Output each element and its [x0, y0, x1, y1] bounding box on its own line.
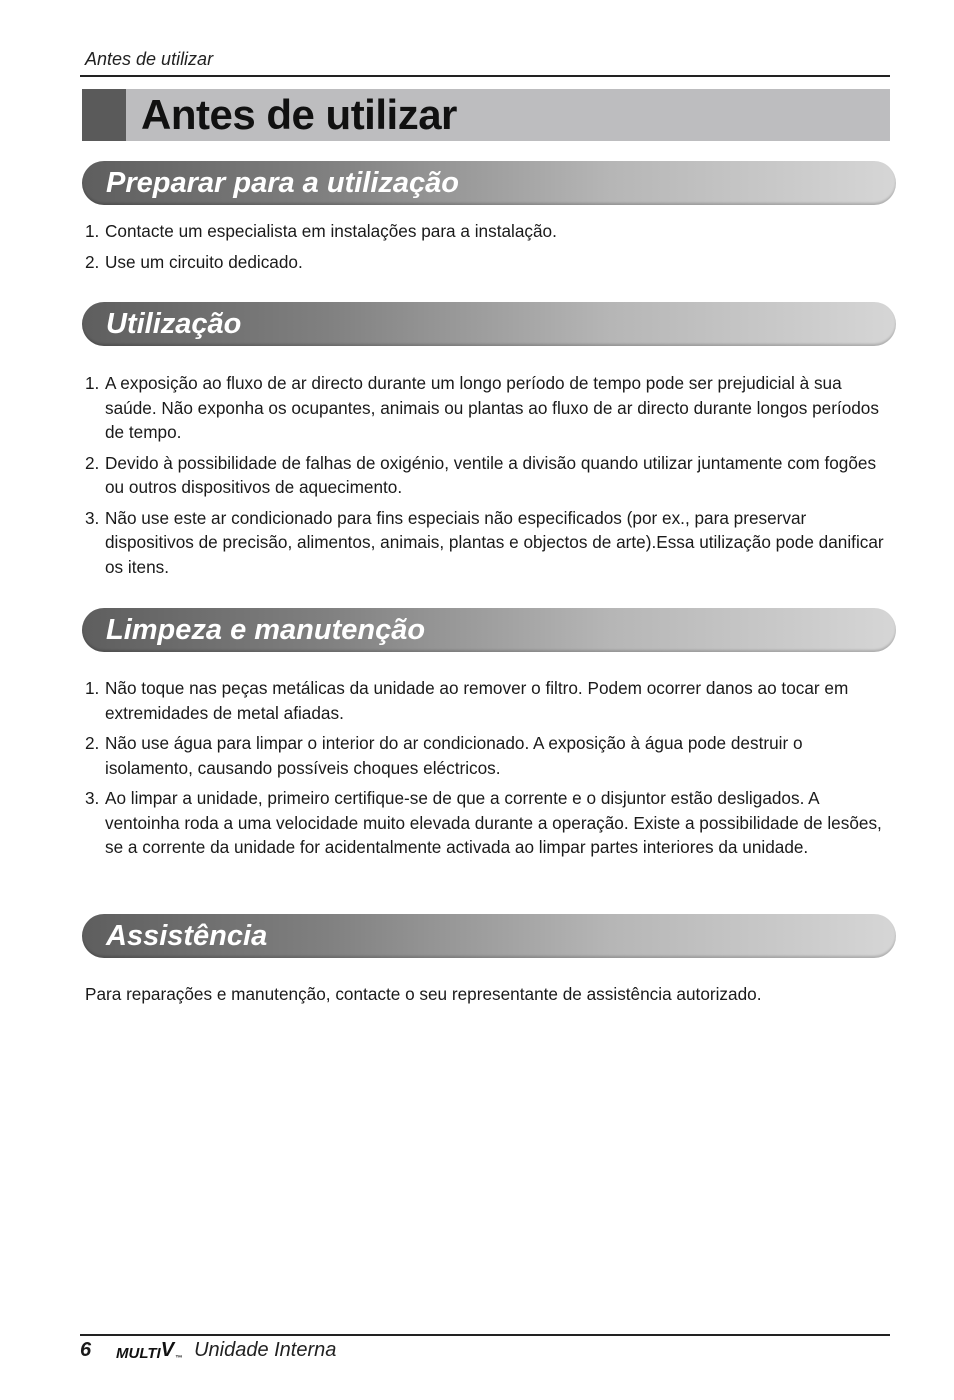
preparation-list: [85, 219, 895, 280]
item-number: 2.: [85, 733, 100, 753]
item-text: Contacte um especialista em instalações para a instalação.: [105, 221, 557, 241]
bottom-rule: [80, 1334, 890, 1336]
item-text: Ao limpar a unidade, primeiro certifique-se de que a corrente e o disjuntor estão desligados. A ventoinha roda a uma velocidade muito elevada durante a operação. Existe a possibilidade de lesões, se a corrente da unidade for acidentalmente activada ao limpar partes interiores da unidade.: [105, 788, 882, 857]
list-item: [85, 786, 895, 860]
page-number: 6: [80, 1338, 92, 1361]
section-header-usage: [82, 302, 896, 346]
section-header-cleaning: [82, 608, 896, 652]
section-header-service: [82, 914, 896, 958]
item-number: 2.: [85, 452, 100, 473]
list-item: [85, 731, 895, 780]
logo-tm: ™: [175, 1354, 183, 1362]
list-item: [85, 451, 895, 500]
top-rule: [80, 75, 890, 77]
list-item: [85, 506, 895, 580]
item-text: A exposição ao fluxo de ar directo durante um longo período de tempo pode ser prejudicial à sua saúde. Não exponha os ocupantes, animais ou plantas ao fluxo de ar directo durante longos períodos de tempo.: [105, 373, 879, 442]
list-item: [85, 676, 895, 725]
item-number: 1.: [85, 678, 100, 698]
unit-label: Unidade Interna: [194, 1338, 337, 1361]
item-number: 3.: [85, 507, 100, 528]
section-heading: Utilização: [106, 308, 242, 340]
logo-text: MULTI: [116, 1344, 161, 1362]
item-number: 3.: [85, 788, 100, 808]
item-number: 1.: [85, 221, 100, 241]
cleaning-list: [85, 676, 895, 866]
section-header-preparation: [82, 161, 896, 205]
title-bar: [82, 89, 890, 141]
list-item: [85, 371, 895, 445]
item-text: Não toque nas peças metálicas da unidade ao remover o filtro. Podem ocorrer danos ao tocar em extremidades de metal afiadas.: [105, 678, 849, 723]
usage-list: [85, 371, 895, 585]
multi-v-logo: [116, 1339, 182, 1362]
item-number: 2.: [85, 251, 100, 272]
section-heading: Preparar para a utilização: [106, 167, 459, 199]
section-heading: Assistência: [106, 920, 268, 952]
running-head: Antes de utilizar: [85, 49, 214, 69]
item-number: 1.: [85, 373, 100, 393]
footer: [80, 1337, 336, 1363]
page-title: Antes de utilizar: [141, 91, 457, 138]
section-heading: Limpeza e manutenção: [106, 614, 426, 646]
item-text: Não use água para limpar o interior do ar condicionado. A exposição à água pode destruir o isolamento, causando possíveis choques eléctricos.: [105, 733, 803, 778]
item-text: Devido à possibilidade de falhas de oxigénio, ventile a divisão quando utilizar juntamente com fogões ou outros dispositivos de aquecimento.: [105, 452, 877, 497]
list-item: [85, 250, 895, 275]
title-block-accent: [82, 89, 126, 141]
service-paragraph: Para reparações e manutenção, contacte o seu representante de assistência autorizado.: [85, 984, 762, 1004]
item-text: Não use este ar condicionado para fins especiais não especificados (por ex., para preservar dispositivos de precisão, alimentos, animais, plantas e objectos de arte).Essa utilização pode danificar os itens.: [105, 507, 884, 577]
list-item: [85, 219, 895, 244]
item-text: Use um circuito dedicado.: [105, 251, 303, 272]
logo-mark: V: [160, 1338, 175, 1361]
